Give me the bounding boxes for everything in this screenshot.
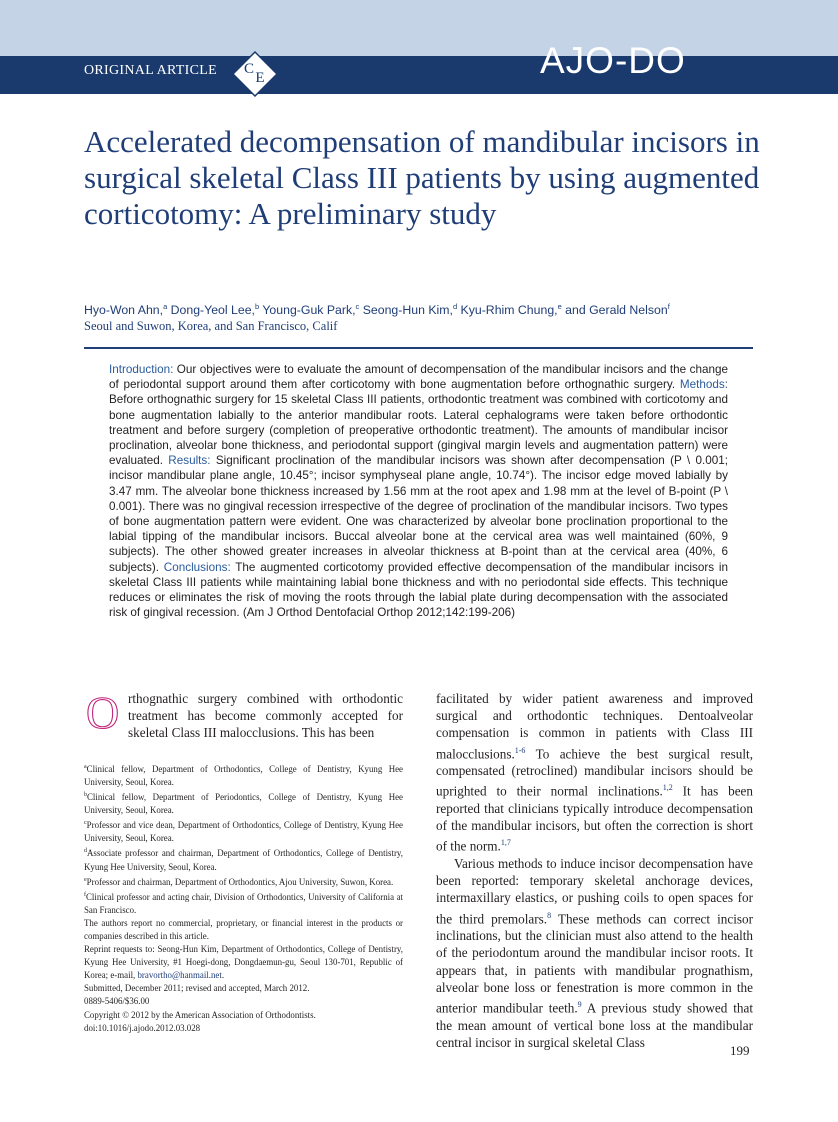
footnote-disclosure: The authors report no commercial, proprietary, or financial interest in the products or companies described in this article. (84, 917, 403, 941)
citation-link[interactable]: 1,2 (662, 783, 673, 793)
abstract-heading-conclusions: Conclusions: (159, 560, 231, 574)
citation-link[interactable]: 8 (547, 910, 552, 920)
abstract-text: Significant proclination of the mandibular incisors was shown after decompensation (P \ 0.001; incisor mandibular plane angle, 10.45°; incisor symphyseal plane angle, 10.74°). The incisor edge moved labially by 3.47 mm. The alveolar bone thickness increased by 1.56 mm at the root apex and 1.98 mm at the level of B-point (P \ 0.001). There was no gingival recession irrespective of the degree of proclination of the mandibular incisors. Two types of bone augmentation pattern were evident. One was characterized by alveolar bone proclination proportional to the labial tipping of the mandibular incisors. Buccal alveolar bone at the cervical area was well maintained (60%, 9 subjects). The other showed greater increases in alveolar thickness at B-point than at the cervical area (40%, 6 subjects). (109, 454, 728, 574)
footnote-doi: doi:10.1016/j.ajodo.2012.03.028 (84, 1022, 201, 1033)
divider (84, 347, 753, 349)
author-affil-mark: a (163, 302, 168, 311)
author-affil-mark: b (254, 302, 260, 311)
body-paragraph: facilitated by wider patient awareness and improved surgical and orthodontic techniques. Dentoalveolar compensation is common in patients with Class III malocclusions.$^{1-6}$ To achieve the best surgical result, compensated (retroclined) mandibular incisors should be uprighted to their normal inclinations.$^{1,2}$ It has been reported that clinicians typically introduce decompensation of the mandibular incisors, but often the correction is short of the norm.$^{1,7}$ (436, 691, 753, 854)
page-number: 199 (730, 1043, 750, 1058)
abstract-heading-introduction: Introduction: (109, 363, 174, 376)
dropcap-glyph: O (86, 690, 120, 734)
footnote-copyright: Copyright © 2012 by the American Association of Orthodontists. (84, 1009, 316, 1020)
footnote-issn: 0889-5406/$36.00 (84, 996, 150, 1007)
citation-link[interactable]: 1,7 (500, 838, 511, 848)
abstract-text: The augmented corticotomy provided effective decompensation of the mandibular incisors in skeletal Class III patients while maintaining labial bone thickness and with no periodontal side effects. This technique reduces or eliminates the risk of moving the roots through the labial plate during decompensation with the associated risk of gingival recession. (Am J Orthod Dentofacial Orthop 2012;142:199-206) (109, 560, 728, 620)
badge-letter-c: C (243, 61, 255, 77)
author-name: Seong-Hun Kim, (359, 303, 453, 318)
author-list (84, 302, 774, 317)
citation-link[interactable]: 9 (577, 1000, 582, 1010)
header-band (0, 0, 838, 56)
journal-name: AJO-DO (540, 40, 686, 81)
badge-letter-e: E (255, 70, 265, 86)
footnote-a: $^a$Clinical fellow, Department of Orthodontics, College of Dentistry, Kyung Hee University, Seoul, Korea. (84, 763, 403, 788)
footnote-e: $^e$Professor and chairman, Department of Orthodontics, Ajou University, Suwon, Korea. (84, 876, 394, 887)
footnote-d: $^d$Associate professor and chairman, Department of Orthodontics, College of Dentistry, Kyung Hee University, Seoul, Korea. (84, 848, 403, 872)
author-affil-mark: d (452, 302, 458, 311)
author-affil-mark: c (355, 302, 360, 311)
abstract-heading-methods: Methods: (675, 378, 729, 392)
author-name: Dong-Yeol Lee, (167, 303, 255, 318)
abstract-text: Before orthognathic surgery for 15 skeletal Class III patients, orthodontic treatment was combined with corticotomy and bone augmentation labially to the anterior mandibular roots. Lateral cephalograms were taken before orthodontic treatment and before surgery (completion of preoperative orthodontic treatment). The amounts of mandibular incisor proclination, alveolar bone thickness, and periodontal support (gingival margin levels and augmentation pattern) were evaluated. (109, 393, 728, 468)
intro-text: rthognathic surgery combined with orthodontic treatment has become commonly accepted for skeletal Class III malocclusions. This has been (128, 691, 403, 740)
citation-link[interactable]: 1-6 (514, 745, 526, 755)
section-label: ORIGINAL ARTICLE (84, 63, 217, 78)
author-name: Kyu-Rhim Chung, (457, 303, 558, 318)
dropcap-letter (84, 690, 124, 734)
left-column (84, 690, 403, 741)
abstract-heading-results: Results: (162, 454, 211, 468)
ce-badge-icon (232, 51, 278, 97)
intro-paragraph (84, 690, 403, 741)
author-name: Young-Guk Park, (259, 303, 356, 318)
author-name: Hyo-Won Ahn, (84, 303, 164, 318)
footnote-reprint: Reprint requests to: Seong-Hun Kim, Department of Orthodontics, College of Dentistry, Kyung Hee University, #1 Hoegi-dong, Dongdaemun-gu, Seoul 130-701, Republic of Korea; e-mail, bravortho@hanmail.net. (84, 944, 403, 981)
article-title: Accelerated decompensation of mandibular incisors in surgical skeletal Class III patients by using augmented corticotomy: A preliminary study (84, 124, 760, 231)
abstract (109, 362, 728, 620)
right-column (436, 690, 753, 1051)
email-link[interactable]: bravortho@hanmail.net (137, 970, 222, 981)
footnote-submitted: Submitted, December 2011; revised and accepted, March 2012. (84, 983, 310, 994)
footnotes (84, 761, 403, 1035)
footnote-c: $^c$Professor and vice dean, Department of Orthodontics, College of Dentistry, Kyung Hee University, Seoul, Korea. (84, 820, 403, 844)
footnote-f: $^f$Clinical professor and acting chair, Division of Orthodontics, University of California at San Francisco. (84, 891, 403, 915)
body-paragraph: Various methods to induce incisor decompensation have been reported: temporary skeletal anchorage devices, intermaxillary elastics, or pushing coils to open spaces for the third premolars.$^8$ These methods can correct incisor inclinations, but the clinician must also attend to the health of the periodontum around the mandibular incisor roots. It appears that, in patients with mandibular prognathism, alveolar bone loss or fenestration is more common in the anterior mandibular teeth.$^9$ A previous study showed that the mean amount of vertical bone loss at the mandibular central incisor in surgical skeletal Class (436, 856, 753, 1050)
author-locations: Seoul and Suwon, Korea, and San Francisco, Calif (84, 319, 338, 333)
author-name: and Gerald Nelson (561, 303, 668, 318)
author-affil-mark: f (667, 302, 670, 311)
author-affil-mark: e (557, 302, 562, 311)
abstract-text: Our objectives were to evaluate the amount of decompensation of the mandibular incisors and the change of periodontal support around them after corticotomy with bone augmentation before orthognathic surgery. (109, 363, 728, 392)
footnote-b: $^b$Clinical fellow, Department of Periodontics, College of Dentistry, Kyung Hee University, Seoul, Korea. (84, 792, 403, 816)
